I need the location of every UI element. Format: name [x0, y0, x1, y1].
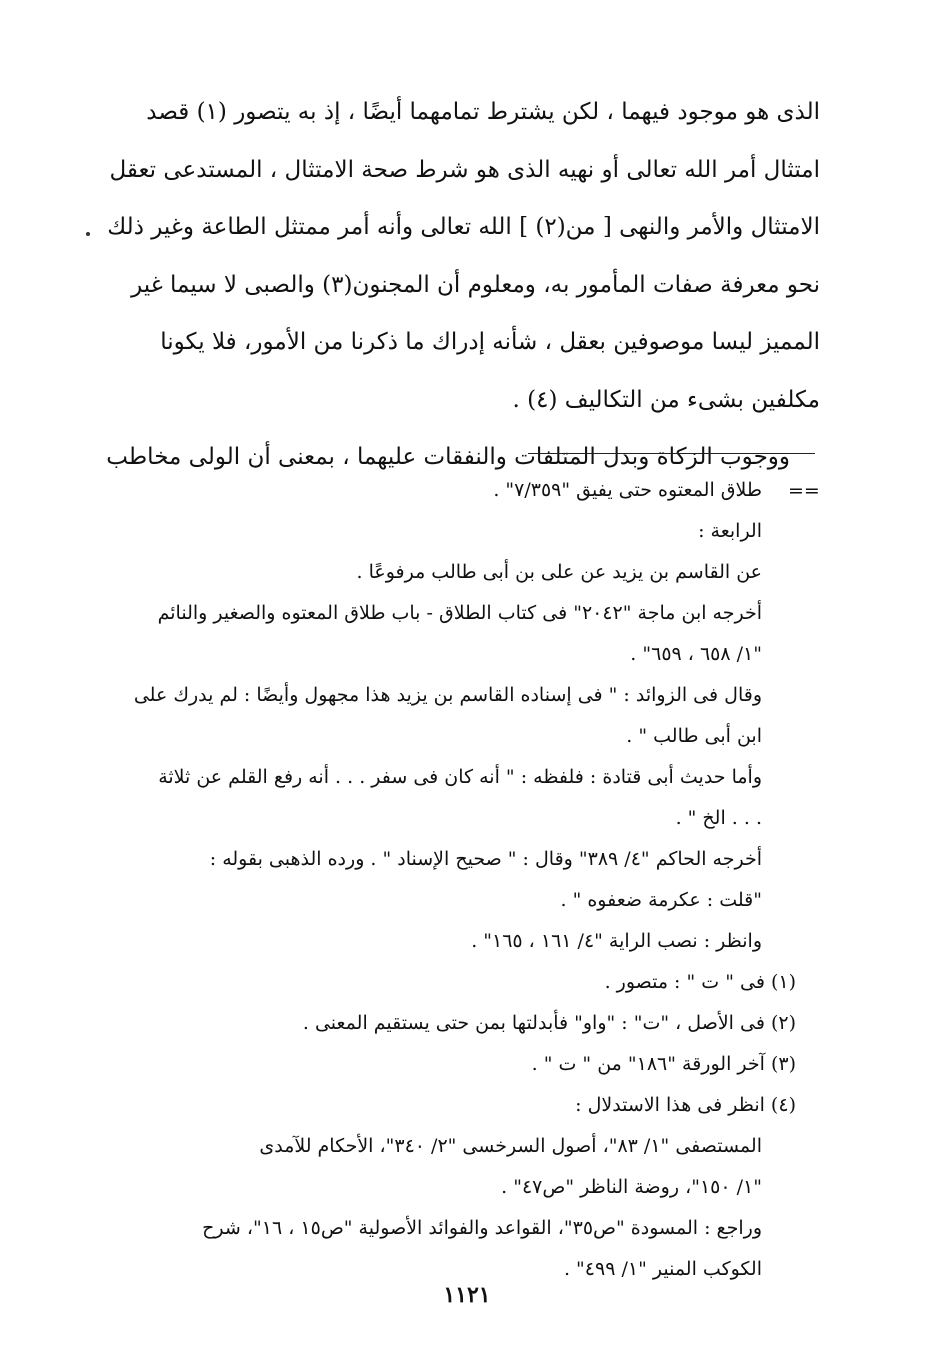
- footnote-line: أخرجه ابن ماجة "٢٠٤٢" فى كتاب الطلاق - باب طلاق المعتوه والصغير والنائم: [157, 602, 762, 624]
- footnote-line: أخرجه الحاكم "٤/ ٣٨٩" وقال : " صحيح الإسناد " . ورده الذهبى بقوله :: [209, 848, 762, 870]
- stray-dot: [86, 232, 90, 236]
- main-line: مكلفين بشىء من التكاليف (٤) .: [512, 386, 820, 413]
- footnote-line: "قلت : عكرمة ضعفوه " .: [560, 889, 762, 911]
- main-line: الذى هو موجود فيهما ، لكن يشترط تمامهما أيضًا ، إذ به يتصور (١) قصد: [146, 99, 820, 125]
- main-line: نحو معرفة صفات المأمور به، ومعلوم أن المجنون(٣) والصبى لا سيما غير: [131, 271, 820, 298]
- footnote-line: الرابعة :: [698, 520, 762, 542]
- footnote-ref-line: الكوكب المنير "١/ ٤٩٩" .: [563, 1258, 762, 1280]
- footnote-line: وقال فى الزوائد : " فى إسناده القاسم بن يزيد هذا مجهول وأيضًا : لم يدرك على: [133, 684, 762, 706]
- main-line: الامتثال والأمر والنهى [ من(٢) ] الله تعالى وأنه أمر ممتثل الطاعة وغير ذلك: [107, 214, 820, 240]
- footnote-ref-line: "١/ ١٥٠"، روضة الناظر "ص٤٧" .: [501, 1176, 762, 1198]
- main-line: ووجوب الزكاة وبدل المتلفات والنفقات عليهما ، بمعنى أن الولى مخاطب: [106, 444, 790, 470]
- footnote-ref-line: وراجع : المسودة "ص٣٥"، القواعد والفوائد الأصولية "ص١٥ ، ١٦"، شرح: [202, 1217, 762, 1239]
- footnote-line: طلاق المعتوه حتى يفيق "٧/٣٥٩" .: [493, 479, 762, 501]
- footnote-note-4: (٤) انظر فى هذا الاستدلال :: [575, 1094, 796, 1116]
- footnote-ref-line: المستصفى "١/ ٨٣"، أصول السرخسى "٢/ ٣٤٠"، الأحكام للآمدى: [259, 1135, 762, 1157]
- main-text: [100, 84, 820, 487]
- footnote-line: وأما حديث أبى قتادة : فلفظه : " أنه كان فى سفر . . . أنه رفع القلم عن ثلاثة: [158, 766, 762, 788]
- footnote-note-2: (٢) فى الأصل ، "ت" : "واو" فأبدلتها بمن حتى يستقيم المعنى .: [302, 1012, 796, 1034]
- footnote-note-3: (٣) آخر الورقة "١٨٦" من " ت " .: [531, 1053, 796, 1075]
- footnote-line: "١/ ٦٥٨ ، ٦٥٩" .: [630, 643, 762, 665]
- footnote-line: . . . الخ " .: [675, 807, 762, 829]
- main-line: امتثال أمر الله تعالى أو نهيه الذى هو شرط صحة الامتثال ، المستدعى تعقل: [109, 156, 820, 183]
- footnote-line: وانظر : نصب الراية "٤/ ١٦١ ، ١٦٥" .: [471, 930, 762, 952]
- continuation-marker: ==: [788, 480, 820, 502]
- footnote-line: عن القاسم بن يزيد عن على بن أبى طالب مرفوعًا .: [356, 561, 762, 583]
- footnotes: [100, 470, 820, 1290]
- main-line: المميز ليسا موصوفين بعقل ، شأنه إدراك ما ذكرنا من الأمور، فلا يكونا: [160, 329, 820, 355]
- page-number: ١١٢١: [443, 1282, 491, 1308]
- footnote-line: ابن أبى طالب " .: [626, 725, 762, 747]
- footnote-separator: [528, 453, 815, 454]
- footnote-note-1: (١) فى " ت " : متصور .: [604, 971, 796, 993]
